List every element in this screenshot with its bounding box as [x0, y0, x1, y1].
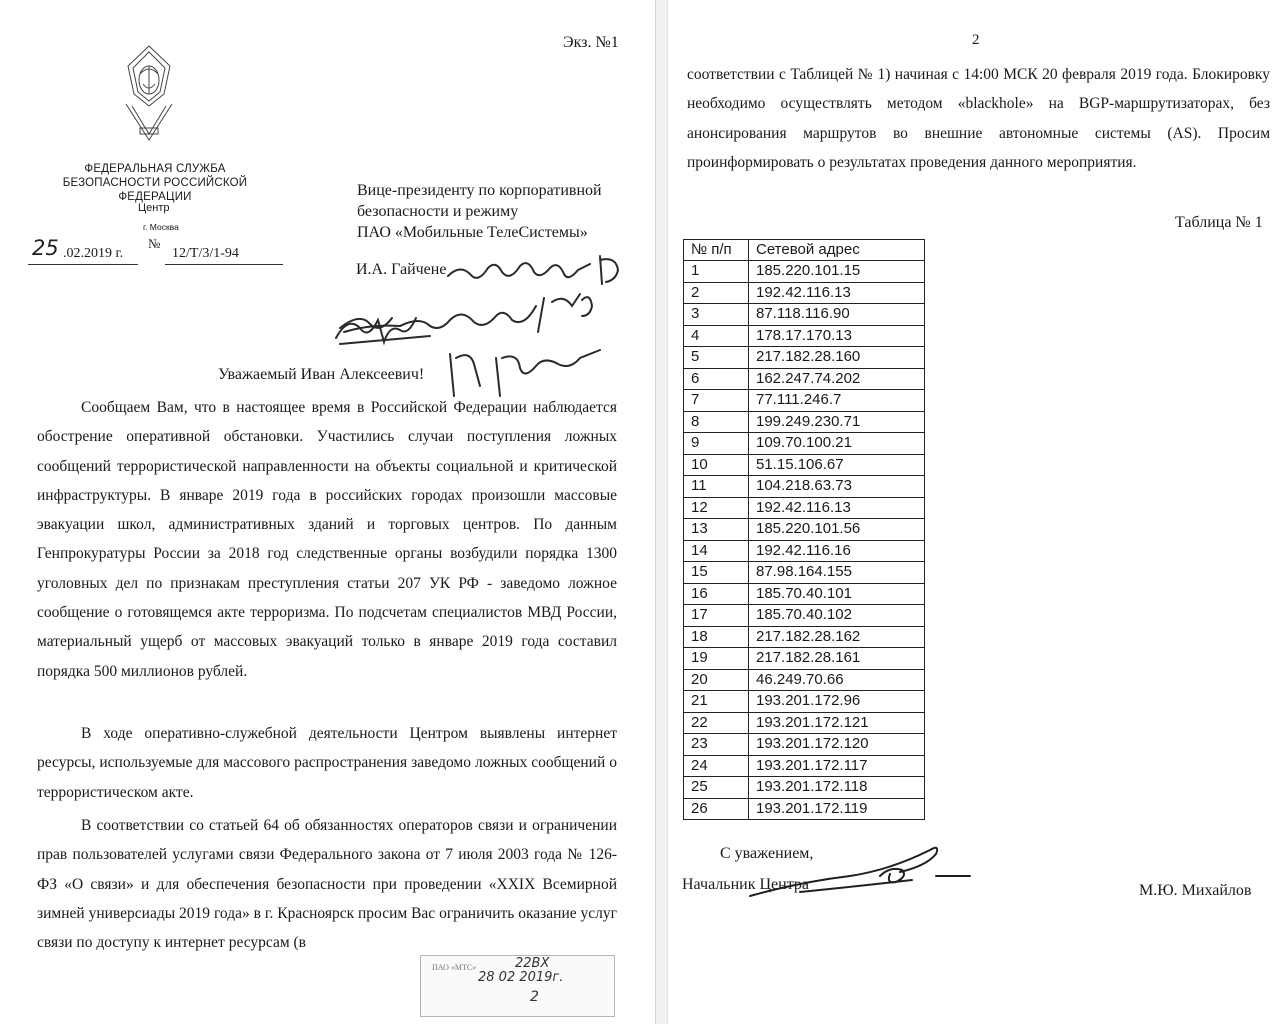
- row-number-cell: 16: [684, 583, 749, 605]
- table-row: [684, 261, 925, 283]
- blocked-ip-table: [683, 239, 925, 820]
- table-row: [684, 712, 925, 734]
- ip-address-cell: 193.201.172.120: [749, 734, 925, 756]
- number-sign: №: [148, 236, 161, 251]
- table-row: [684, 777, 925, 799]
- ip-address-cell: 199.249.230.71: [749, 411, 925, 433]
- row-number-cell: 12: [684, 497, 749, 519]
- ip-address-cell: 162.247.74.202: [749, 368, 925, 390]
- stamp-incoming-code: 22ВХ: [515, 956, 550, 971]
- stamp-date: 28 02 2019г.: [478, 970, 564, 985]
- ip-address-cell: 185.220.101.56: [749, 519, 925, 541]
- table-row: [684, 497, 925, 519]
- addressee-line: безопасности и режиму: [357, 203, 519, 220]
- row-number-cell: 8: [684, 411, 749, 433]
- row-number-cell: 18: [684, 626, 749, 648]
- table-row: [684, 755, 925, 777]
- table-row: [684, 433, 925, 455]
- table-caption: Таблица № 1: [1175, 214, 1263, 231]
- table-row: [684, 605, 925, 627]
- table-row: [684, 282, 925, 304]
- row-number-cell: 13: [684, 519, 749, 541]
- row-number-cell: 5: [684, 347, 749, 369]
- continuation-text: [687, 60, 1270, 177]
- row-number-cell: 7: [684, 390, 749, 412]
- row-number-cell: 21: [684, 691, 749, 713]
- table-row: [684, 368, 925, 390]
- row-number-cell: 6: [684, 368, 749, 390]
- ip-address-cell: 193.201.172.121: [749, 712, 925, 734]
- row-number-cell: 2: [684, 282, 749, 304]
- ip-address-cell: 193.201.172.117: [749, 755, 925, 777]
- paragraph-text: Сообщаем Вам, что в настоящее время в Российской Федерации наблюдается обострение оперативной обстановки. Участились случаи поступления ложных сообщений террористической направленности на объекты социальной и критической инфраструктуры. В январе 2019 года в российских городах произошли массовые эвакуации школ, административных зданий и торговых центров. По данным Генпрокуратуры России за 2018 год следственные органы возбудили порядка 1300 уголовных дел по признакам преступления статьи 207 УК РФ - заведомо ложное сообщение о готовящемся акте терроризма. По подсчетам специалистов МВД России, материальный ущерб от массовых эвакуаций только в январе 2019 года составил порядка 500 миллионов рублей.: [37, 399, 617, 680]
- ip-address-cell: 217.182.28.162: [749, 626, 925, 648]
- page-number: 2: [972, 32, 980, 48]
- row-number-cell: 26: [684, 798, 749, 820]
- table-row: [684, 519, 925, 541]
- ip-address-cell: 46.249.70.66: [749, 669, 925, 691]
- table-row: [684, 454, 925, 476]
- row-number-cell: 19: [684, 648, 749, 670]
- ip-address-cell: 185.70.40.101: [749, 583, 925, 605]
- organization-name: ФЕДЕРАЛЬНАЯ СЛУЖБА БЕЗОПАСНОСТИ РОССИЙСКОЙ ФЕДЕРАЦИИ: [62, 163, 248, 203]
- ip-address-cell: 87.98.164.155: [749, 562, 925, 584]
- ip-address-cell: 193.201.172.118: [749, 777, 925, 799]
- date-printed: .02.2019 г.: [63, 246, 124, 261]
- table-header-row: [684, 240, 925, 261]
- table-row: [684, 648, 925, 670]
- ip-address-cell: 193.201.172.96: [749, 691, 925, 713]
- ip-address-cell: 87.118.116.90: [749, 304, 925, 326]
- ip-address-cell: 185.70.40.102: [749, 605, 925, 627]
- addressee-line: ПАО «Мобильные ТелеСистемы»: [357, 224, 588, 241]
- ip-address-cell: 77.111.246.7: [749, 390, 925, 412]
- closing-phrase: С уважением,: [720, 845, 814, 862]
- paragraph-text: соответствии с Таблицей № 1) начиная с 14:00 МСК 20 февраля 2019 года. Блокировку необходимо осуществлять методом «blackhole» на BGP-маршрутизаторах, без анонсирования маршрутов во внешние автономные системы (AS). Просим проинформировать о результатах проведения данного мероприятия.: [687, 66, 1270, 171]
- row-number-cell: 9: [684, 433, 749, 455]
- row-number-cell: 24: [684, 755, 749, 777]
- date-handwritten: 25: [32, 236, 59, 260]
- row-number-cell: 3: [684, 304, 749, 326]
- table-row: [684, 304, 925, 326]
- ip-address-cell: 193.201.172.119: [749, 798, 925, 820]
- table-row: [684, 562, 925, 584]
- signer-name: М.Ю. Михайлов: [1139, 882, 1252, 899]
- column-header-address: Сетевой адрес: [749, 240, 925, 261]
- row-number-cell: 4: [684, 325, 749, 347]
- row-number-cell: 10: [684, 454, 749, 476]
- table-row: [684, 691, 925, 713]
- ip-address-cell: 217.182.28.160: [749, 347, 925, 369]
- table-row: [684, 411, 925, 433]
- row-number-cell: 15: [684, 562, 749, 584]
- table-row: [684, 798, 925, 820]
- stamp-org: ПАО «МТС»: [432, 963, 477, 972]
- ip-address-cell: 109.70.100.21: [749, 433, 925, 455]
- addressee-line: Вице-президенту по корпоративной: [357, 182, 602, 199]
- ip-address-cell: 192.42.116.13: [749, 282, 925, 304]
- ip-address-cell: 178.17.170.13: [749, 325, 925, 347]
- paragraph-text: В соответствии со статьей 64 об обязанностях операторов связи и ограничении прав пользователей услугами связи Федерального закона от 7 июля 2003 года № 126-ФЗ «О связи» и для обеспечения безопасности при проведении «XXIX Всемирной зимней универсиады 2019 года» в г. Красноярск просим Вас ограничить оказание услуг связи по доступу к интернет ресурсам (в: [37, 817, 617, 952]
- table-row: [684, 540, 925, 562]
- city-label: г. Москва: [143, 222, 179, 232]
- addressee-name: И.А. Гайчене: [356, 261, 447, 278]
- column-header-number: № п/п: [684, 240, 749, 261]
- copy-number: Экз. №1: [563, 34, 619, 51]
- row-number-cell: 22: [684, 712, 749, 734]
- ip-address-cell: 192.42.116.13: [749, 497, 925, 519]
- ip-address-cell: 185.220.101.15: [749, 261, 925, 283]
- row-number-cell: 23: [684, 734, 749, 756]
- row-number-cell: 25: [684, 777, 749, 799]
- outgoing-number: 12/Т/3/1-94: [172, 246, 239, 261]
- stamp-number: 2: [530, 989, 539, 1005]
- table-row: [684, 390, 925, 412]
- table-row: [684, 734, 925, 756]
- table-row: [684, 626, 925, 648]
- ip-address-cell: 192.42.116.16: [749, 540, 925, 562]
- signer-title: Начальник Центра: [682, 876, 809, 893]
- ip-address-cell: 217.182.28.161: [749, 648, 925, 670]
- row-number-cell: 20: [684, 669, 749, 691]
- table-row: [684, 347, 925, 369]
- table-row: [684, 325, 925, 347]
- department-label: Центр: [138, 202, 170, 214]
- table-row: [684, 476, 925, 498]
- ip-address-cell: 51.15.106.67: [749, 454, 925, 476]
- greeting: Уважаемый Иван Алексеевич!: [218, 366, 425, 383]
- paragraph-text: В ходе оперативно-служебной деятельности Центром выявлены интернет ресурсы, используемые для массового распространения заведомо ложных сообщений о террористическом акте.: [37, 725, 617, 801]
- chief-signature: [740, 836, 980, 906]
- row-number-cell: 11: [684, 476, 749, 498]
- row-number-cell: 14: [684, 540, 749, 562]
- row-number-cell: 17: [684, 605, 749, 627]
- row-number-cell: 1: [684, 261, 749, 283]
- table-row: [684, 669, 925, 691]
- table-row: [684, 583, 925, 605]
- ip-address-cell: 104.218.63.73: [749, 476, 925, 498]
